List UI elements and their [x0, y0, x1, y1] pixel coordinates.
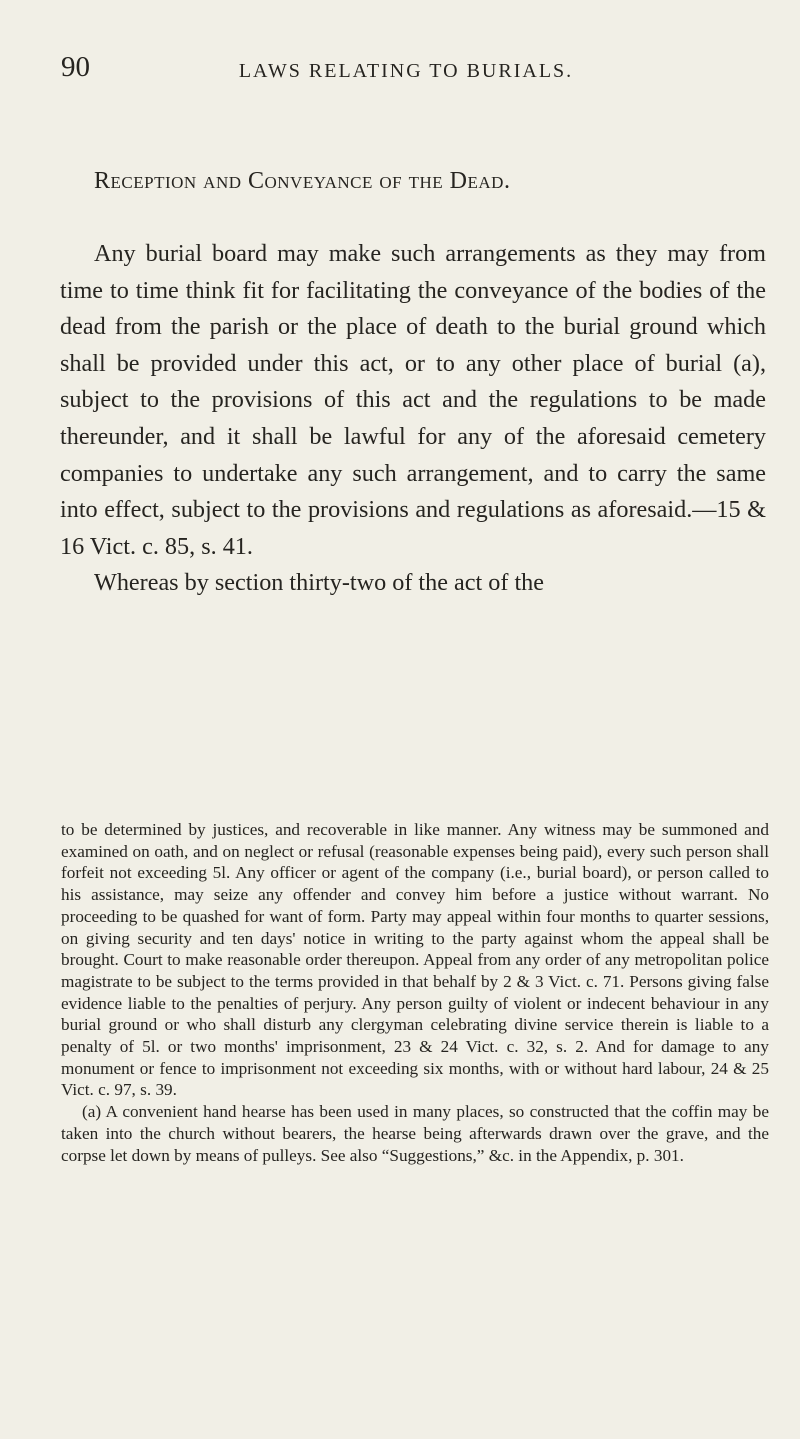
- page-number: 90: [61, 51, 90, 83]
- body-paragraph-2: Whereas by section thirty-two of the act of the: [94, 569, 544, 597]
- footnote-a: (a) A convenient hand hearse has been used in many places, so constructed that the coffin may be taken into the church without bearers, the hearse being afterwards drawn over the grave, and the corpse let down by means of pulleys. See also “Suggestions,” &c. in the Appendix, p. 301.: [61, 1102, 769, 1165]
- section-heading: Reception and Conveyance of the Dead.: [94, 168, 511, 194]
- body-paragraph-1: Any burial board may make such arrangements as they may from time to time think fit for facilitating the conveyance of the bodies of the dead from the parish or the place of death to the burial ground which shall be provided under this act, or to any other place of burial (a), subject to the provisions of this act and the regulations to be made thereunder, and it shall be lawful for any of the aforesaid cemetery companies to undertake any such arrangement, and to carry the same into effect, subject to the provisions and regulations as aforesaid.—15 & 16 Vict. c. 85, s. 41.: [60, 240, 766, 560]
- footnotes: [61, 819, 769, 1166]
- body-text: [60, 236, 766, 602]
- footnote-continued: to be determined by justices, and recoverable in like manner. Any witness may be summoned and examined on oath, and on neglect or refusal (reasonable expenses being paid), every such person shall forfeit not exceeding 5l. Any officer or agent of the company (i.e., burial board), or person called to his assistance, may seize any offender and convey him before a justice without warrant. No proceeding to be quashed for want of form. Party may appeal within four months to quarter sessions, on giving security and ten days' notice in writing to the party against whom the appeal shall be brought. Court to make reasonable order thereupon. Appeal from any order of any metropolitan police magistrate to be subject to the terms provided in that behalf by 2 & 3 Vict. c. 71. Persons giving false evidence liable to the penalties of perjury. Any person guilty of violent or indecent behaviour in any burial ground or who shall disturb any clergyman celebrating divine service therein is liable to a penalty of 5l. or two months' imprisonment, 23 & 24 Vict. c. 32, s. 2. And for damage to any monument or fence to imprisonment not exceeding six months, with or without hard labour, 24 & 25 Vict. c. 97, s. 39.: [61, 820, 769, 1100]
- running-head: LAWS RELATING TO BURIALS.: [238, 60, 574, 82]
